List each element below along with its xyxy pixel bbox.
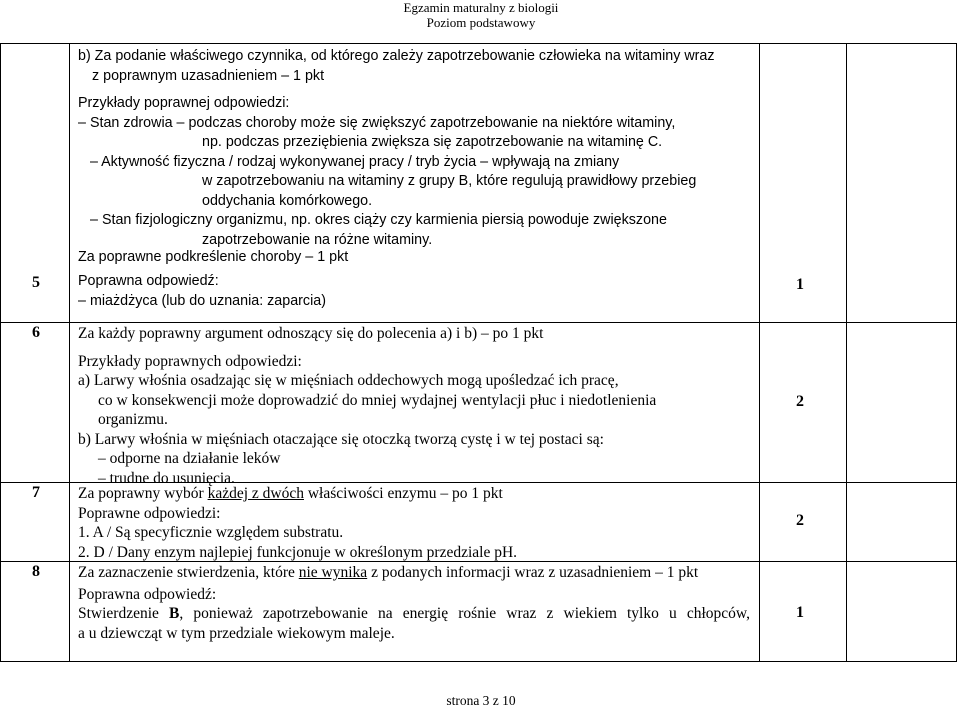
q6-a-3: organizmu. [98,411,168,428]
question-7-number: 7 [32,484,40,501]
q7-answer-1: 1. A / Są specyficznie względem substratu. [78,524,344,541]
q6-a-1: a) Larwy włośnia osadzając się w mięśniach oddechowych mogą upośledzać ich pracę, [78,372,619,389]
question-6-points: 2 [796,393,804,410]
q8-answer-2: a u dziewcząt w tym przedziale wiekowym maleje. [78,624,395,642]
q7-answers-label: Poprawne odpowiedzi: [78,504,221,522]
q5-b-title: b) Za podanie właściwego czynnika, od którego zależy zapotrzebowanie człowieka na witaminy wraz [78,48,715,64]
page-footer [380,693,582,708]
q5-c-answer-label: Poprawna odpowiedź: [78,272,219,289]
q5-ex3-b: zapotrzebowanie na różne witaminy. [202,231,433,248]
q7-title-emphasis: każdej z dwóch [207,485,304,502]
question-8-points: 1 [796,604,804,621]
question-8-content [78,563,750,643]
dash-icon: – [98,450,110,467]
question-5-number: 5 [32,274,40,291]
q6-b-2: odporne na działanie leków [109,450,281,467]
q5-c-title: Za poprawne podkreślenie choroby – 1 pkt [78,249,349,265]
header-level: Poziom podstawowy [426,15,536,30]
q5-ex2-c: oddychania komórkowego. [202,192,373,209]
dash-icon: – [90,153,102,170]
q8-title: Za zaznaczenie stwierdzenia, które nie wynika z podanych informacji wraz z uzasadnieniem – 1 pkt [78,564,699,581]
q5-ex1-b: np. podczas przeziębienia zwiększa się zapotrzebowanie na witaminę C. [202,134,663,150]
q6-title: Za każdy poprawny argument odnoszący się do polecenia a) i b) – po 1 pkt [78,325,544,342]
dash-icon: – [78,114,90,131]
q5-ex1-a: Stan zdrowia – podczas choroby może się zwiększyć zapotrzebowanie na niektóre witaminy, [89,114,676,131]
q5-ex2-b: w zapotrzebowaniu na witaminy z grupy B, które regulują prawidłowy przebieg [202,173,697,189]
question-7-content [78,484,758,562]
dash-icon: – [98,469,110,487]
question-5-points: 1 [796,276,804,293]
q6-a-2: co w konsekwencji może doprowadzić do mniej wydajnej wentylacji płuc i niedotlenienia [98,391,657,409]
question-5-content [78,47,758,312]
dash-icon: – [90,212,102,228]
question-8-number: 8 [32,563,40,580]
dash-icon: – [78,293,90,309]
page-number: strona 3 z 10 [446,693,516,708]
question-6-content [78,324,758,488]
q5-ex3-a: Stan fizjologiczny organizmu, np. okres ciąży czy karmienia piersią powoduje zwiększone [101,212,667,228]
q5-b-title-cont: z poprawnym uzasadnieniem – 1 pkt [92,67,325,84]
q8-title-emphasis: nie wynika [298,564,368,581]
q8-answer-label: Poprawna odpowiedź: [78,585,217,603]
q5-ex2-a: Aktywność fizyczna / rodzaj wykonywanej pracy / tryb życia – wpływają na zmiany [101,153,620,170]
q6-b-1: b) Larwy włośnia w mięśniach otaczające się otoczką tworzą cystę i w tej postaci są: [78,430,604,448]
q6-examples-label: Przykłady poprawnych odpowiedzi: [78,352,302,370]
header-exam-title: Egzamin maturalny z biologii [403,0,559,15]
q5-examples-label: Przykłady poprawnej odpowiedzi: [78,95,290,111]
q5-c-answer: miażdżyca (lub do uznania: zaparcia) [89,293,326,309]
q7-title: Za poprawny wybór każdej z dwóch właściwości enzymu – po 1 pkt [78,485,503,502]
question-7-points: 2 [796,512,804,529]
q7-answer-2: 2. D / Dany enzym najlepiej funkcjonuje w określonym przedziale pH. [78,543,518,561]
q6-b-3: trudne do usunięcia. [109,469,235,487]
question-6-number: 6 [32,324,40,341]
q8-answer-1: Stwierdzenie B, ponieważ zapotrzebowanie na energię rośnie wraz z wiekiem tylko u chłopców, [78,605,750,622]
